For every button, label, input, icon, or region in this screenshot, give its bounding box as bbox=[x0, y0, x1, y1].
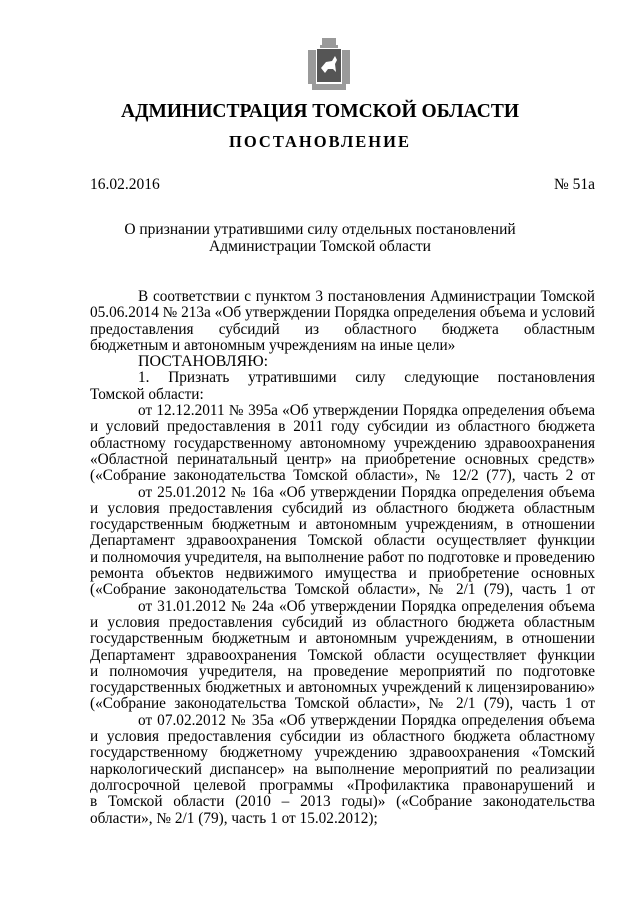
coat-of-arms-icon bbox=[306, 36, 352, 94]
text-line: долгосрочной целевой программы «Профилактика правонарушений и bbox=[90, 777, 595, 794]
text-line: и полномочия учредителя, на проведение мероприятий по подготовке bbox=[90, 663, 595, 680]
paragraph bbox=[90, 289, 595, 354]
document-subject bbox=[0, 221, 640, 255]
document-number: № 51а bbox=[553, 176, 595, 193]
text-line: Департамент здравоохранения Томской области осуществляет функции bbox=[90, 533, 595, 550]
paragraph bbox=[90, 599, 595, 713]
text-line: области», № 2/1 (79), часть 1 от 15.02.2012); bbox=[90, 810, 378, 827]
text-line: от 31.01.2012 № 24а «Об утверждении Порядка определения объема bbox=[138, 598, 595, 615]
organization-title: АДМИНИСТРАЦИЯ ТОМСКОЙ ОБЛАСТИ bbox=[120, 101, 520, 122]
paragraph bbox=[90, 354, 595, 370]
subject-line: Администрации Томской области bbox=[209, 238, 431, 255]
text-line: и условия предоставления субсидий из областного бюджета областным bbox=[90, 614, 595, 631]
text-line: государственным бюджетным и автономным учреждениям, в отношении bbox=[90, 517, 595, 534]
text-line: ремонта объектов недвижимого имущества и приобретение основных bbox=[90, 566, 595, 583]
subject-line: О признании утратившими силу отдельных постановлений bbox=[124, 221, 516, 238]
document-type: ПОСТАНОВЛЕНИЕ bbox=[229, 132, 411, 151]
text-line: и полномочия учредителя, на выполнение работ по подготовке и проведению bbox=[90, 549, 595, 566]
text-line: предоставления субсидий из областного бюджета областным bbox=[90, 321, 595, 338]
text-line: ПОСТАНОВЛЯЮ: bbox=[138, 354, 269, 371]
text-line: («Собрание законодательства Томской области», № 2/1 (79), часть 1 от bbox=[90, 582, 595, 599]
paragraph bbox=[90, 713, 595, 827]
text-line: наркологический диспансер» на выполнение мероприятий по реализации bbox=[90, 761, 595, 778]
text-line: бюджетным и автономным учреждениям на иные цели» bbox=[90, 337, 456, 354]
text-line: («Собрание законодательства Томской области», № 12/2 (77), часть 2 от bbox=[90, 468, 595, 485]
text-line: и условия предоставления субсидии из областного бюджета областному bbox=[90, 729, 595, 746]
paragraph bbox=[90, 485, 595, 599]
text-line: В соответствии с пунктом 3 постановления Администрации Томской bbox=[138, 289, 595, 305]
text-line: в Томской области (2010 – 2013 годы)» («Собрание законодательства bbox=[90, 794, 595, 811]
text-line: и условий предоставления в 2011 году субсидии из областного бюджета bbox=[90, 419, 595, 436]
paragraph bbox=[90, 370, 595, 403]
text-line: областному государственному автономному учреждению здравоохранения bbox=[90, 435, 595, 452]
text-line: 1. Признать утратившими силу следующие постановления bbox=[138, 370, 595, 387]
text-line: государственных бюджетных и автономных учреждений к лицензированию» bbox=[90, 680, 595, 697]
document-body bbox=[90, 289, 595, 827]
text-line: «Областной перинатальный центр» на приобретение основных средств» bbox=[90, 451, 595, 468]
text-line: Томской области: bbox=[90, 386, 204, 403]
document-date: 16.02.2016 bbox=[90, 176, 160, 193]
paragraph bbox=[90, 403, 595, 484]
text-line: Департамент здравоохранения Томской области осуществляет функции bbox=[90, 647, 595, 664]
text-line: от 07.02.2012 № 35а «Об утверждении Порядка определения объема bbox=[138, 712, 595, 729]
text-line: от 25.01.2012 № 16а «Об утверждении Порядка определения объема bbox=[138, 484, 595, 501]
text-line: государственным бюджетным и автономным учреждениям, в отношении bbox=[90, 631, 595, 648]
text-line: 05.06.2014 № 213а «Об утверждении Порядка определения объема и условий bbox=[90, 305, 595, 322]
text-line: и условия предоставления субсидий из областного бюджета областным bbox=[90, 500, 595, 517]
text-line: от 12.12.2011 № 395а «Об утверждении Порядка определения объема bbox=[138, 403, 595, 420]
text-line: государственному бюджетному учреждению здравоохранения «Томский bbox=[90, 745, 595, 762]
text-line: («Собрание законодательства Томской области», № 2/1 (79), часть 1 от bbox=[90, 696, 595, 713]
